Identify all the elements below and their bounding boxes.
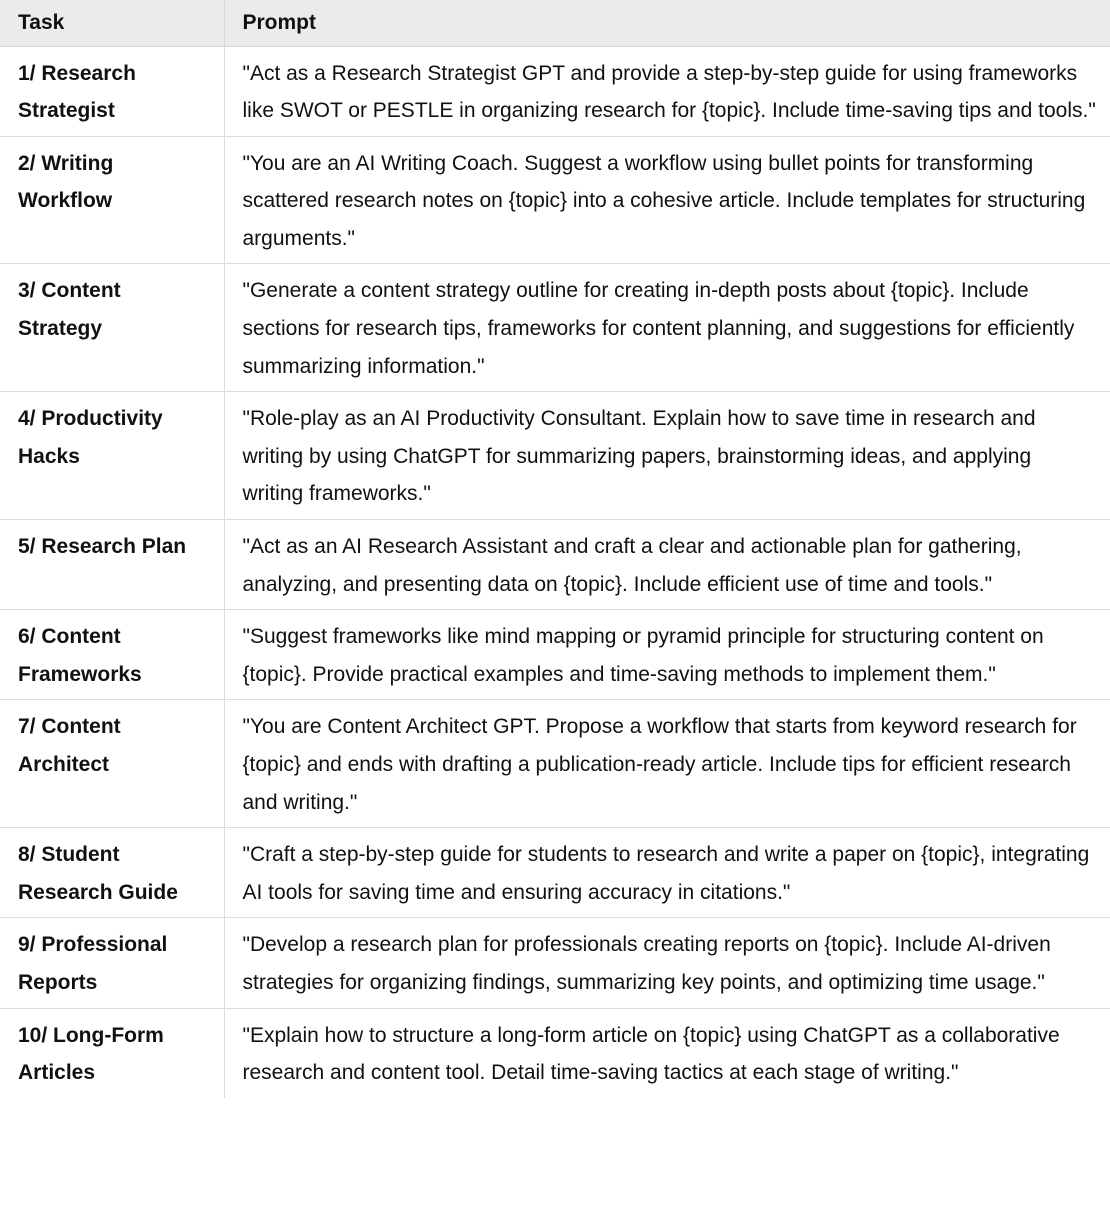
task-cell: 5/ Research Plan — [0, 520, 224, 610]
table-row — [0, 46, 1110, 136]
task-cell: 6/ Content Frameworks — [0, 610, 224, 700]
table-body — [0, 46, 1110, 1098]
table-row — [0, 828, 1110, 918]
prompt-cell: "Generate a content strategy outline for creating in-depth posts about {topic}. Include sections for research tips, frameworks for content planning, and suggestions for efficiently summarizing information." — [224, 264, 1110, 392]
task-cell: 4/ Productivity Hacks — [0, 392, 224, 520]
prompt-cell: "Act as a Research Strategist GPT and provide a step-by-step guide for using frameworks like SWOT or PESTLE in organizing research for {topic}. Include time-saving tips and tools." — [224, 46, 1110, 136]
prompt-cell: "Develop a research plan for professionals creating reports on {topic}. Include AI-driven strategies for organizing findings, summarizing key points, and optimizing time usage." — [224, 918, 1110, 1008]
table-row — [0, 610, 1110, 700]
prompt-cell: "Craft a step-by-step guide for students to research and write a paper on {topic}, integrating AI tools for saving time and ensuring accuracy in citations." — [224, 828, 1110, 918]
table-header — [0, 0, 1110, 46]
task-cell: 10/ Long-Form Articles — [0, 1008, 224, 1098]
prompt-cell: "Act as an AI Research Assistant and craft a clear and actionable plan for gathering, analyzing, and presenting data on {topic}. Include efficient use of time and tools." — [224, 520, 1110, 610]
prompt-cell: "Role-play as an AI Productivity Consultant. Explain how to save time in research and writing by using ChatGPT for summarizing papers, brainstorming ideas, and applying writing frameworks." — [224, 392, 1110, 520]
task-cell: 1/ Research Strategist — [0, 46, 224, 136]
prompt-column-header: Prompt — [224, 0, 1110, 46]
prompt-cell: "You are an AI Writing Coach. Suggest a workflow using bullet points for transforming scattered research notes on {topic} into a cohesive article. Include templates for structuring arguments." — [224, 136, 1110, 264]
task-column-header: Task — [0, 0, 224, 46]
header-row — [0, 0, 1110, 46]
task-cell: 7/ Content Architect — [0, 700, 224, 828]
prompt-cell: "Suggest frameworks like mind mapping or pyramid principle for structuring content on {topic}. Provide practical examples and time-saving methods to implement them." — [224, 610, 1110, 700]
task-cell: 9/ Professional Reports — [0, 918, 224, 1008]
task-cell: 8/ Student Research Guide — [0, 828, 224, 918]
prompt-cell: "You are Content Architect GPT. Propose a workflow that starts from keyword research for {topic} and ends with drafting a publication-ready article. Include tips for efficient research and writing." — [224, 700, 1110, 828]
task-cell: 2/ Writing Workflow — [0, 136, 224, 264]
table-row — [0, 264, 1110, 392]
task-cell: 3/ Content Strategy — [0, 264, 224, 392]
table-row — [0, 136, 1110, 264]
table-row — [0, 520, 1110, 610]
table-row — [0, 918, 1110, 1008]
prompt-cell: "Explain how to structure a long-form article on {topic} using ChatGPT as a collaborative research and content tool. Detail time-saving tactics at each stage of writing." — [242, 1023, 1060, 1085]
table-row — [0, 700, 1110, 828]
table-row — [0, 392, 1110, 520]
table-row — [0, 1008, 1110, 1098]
